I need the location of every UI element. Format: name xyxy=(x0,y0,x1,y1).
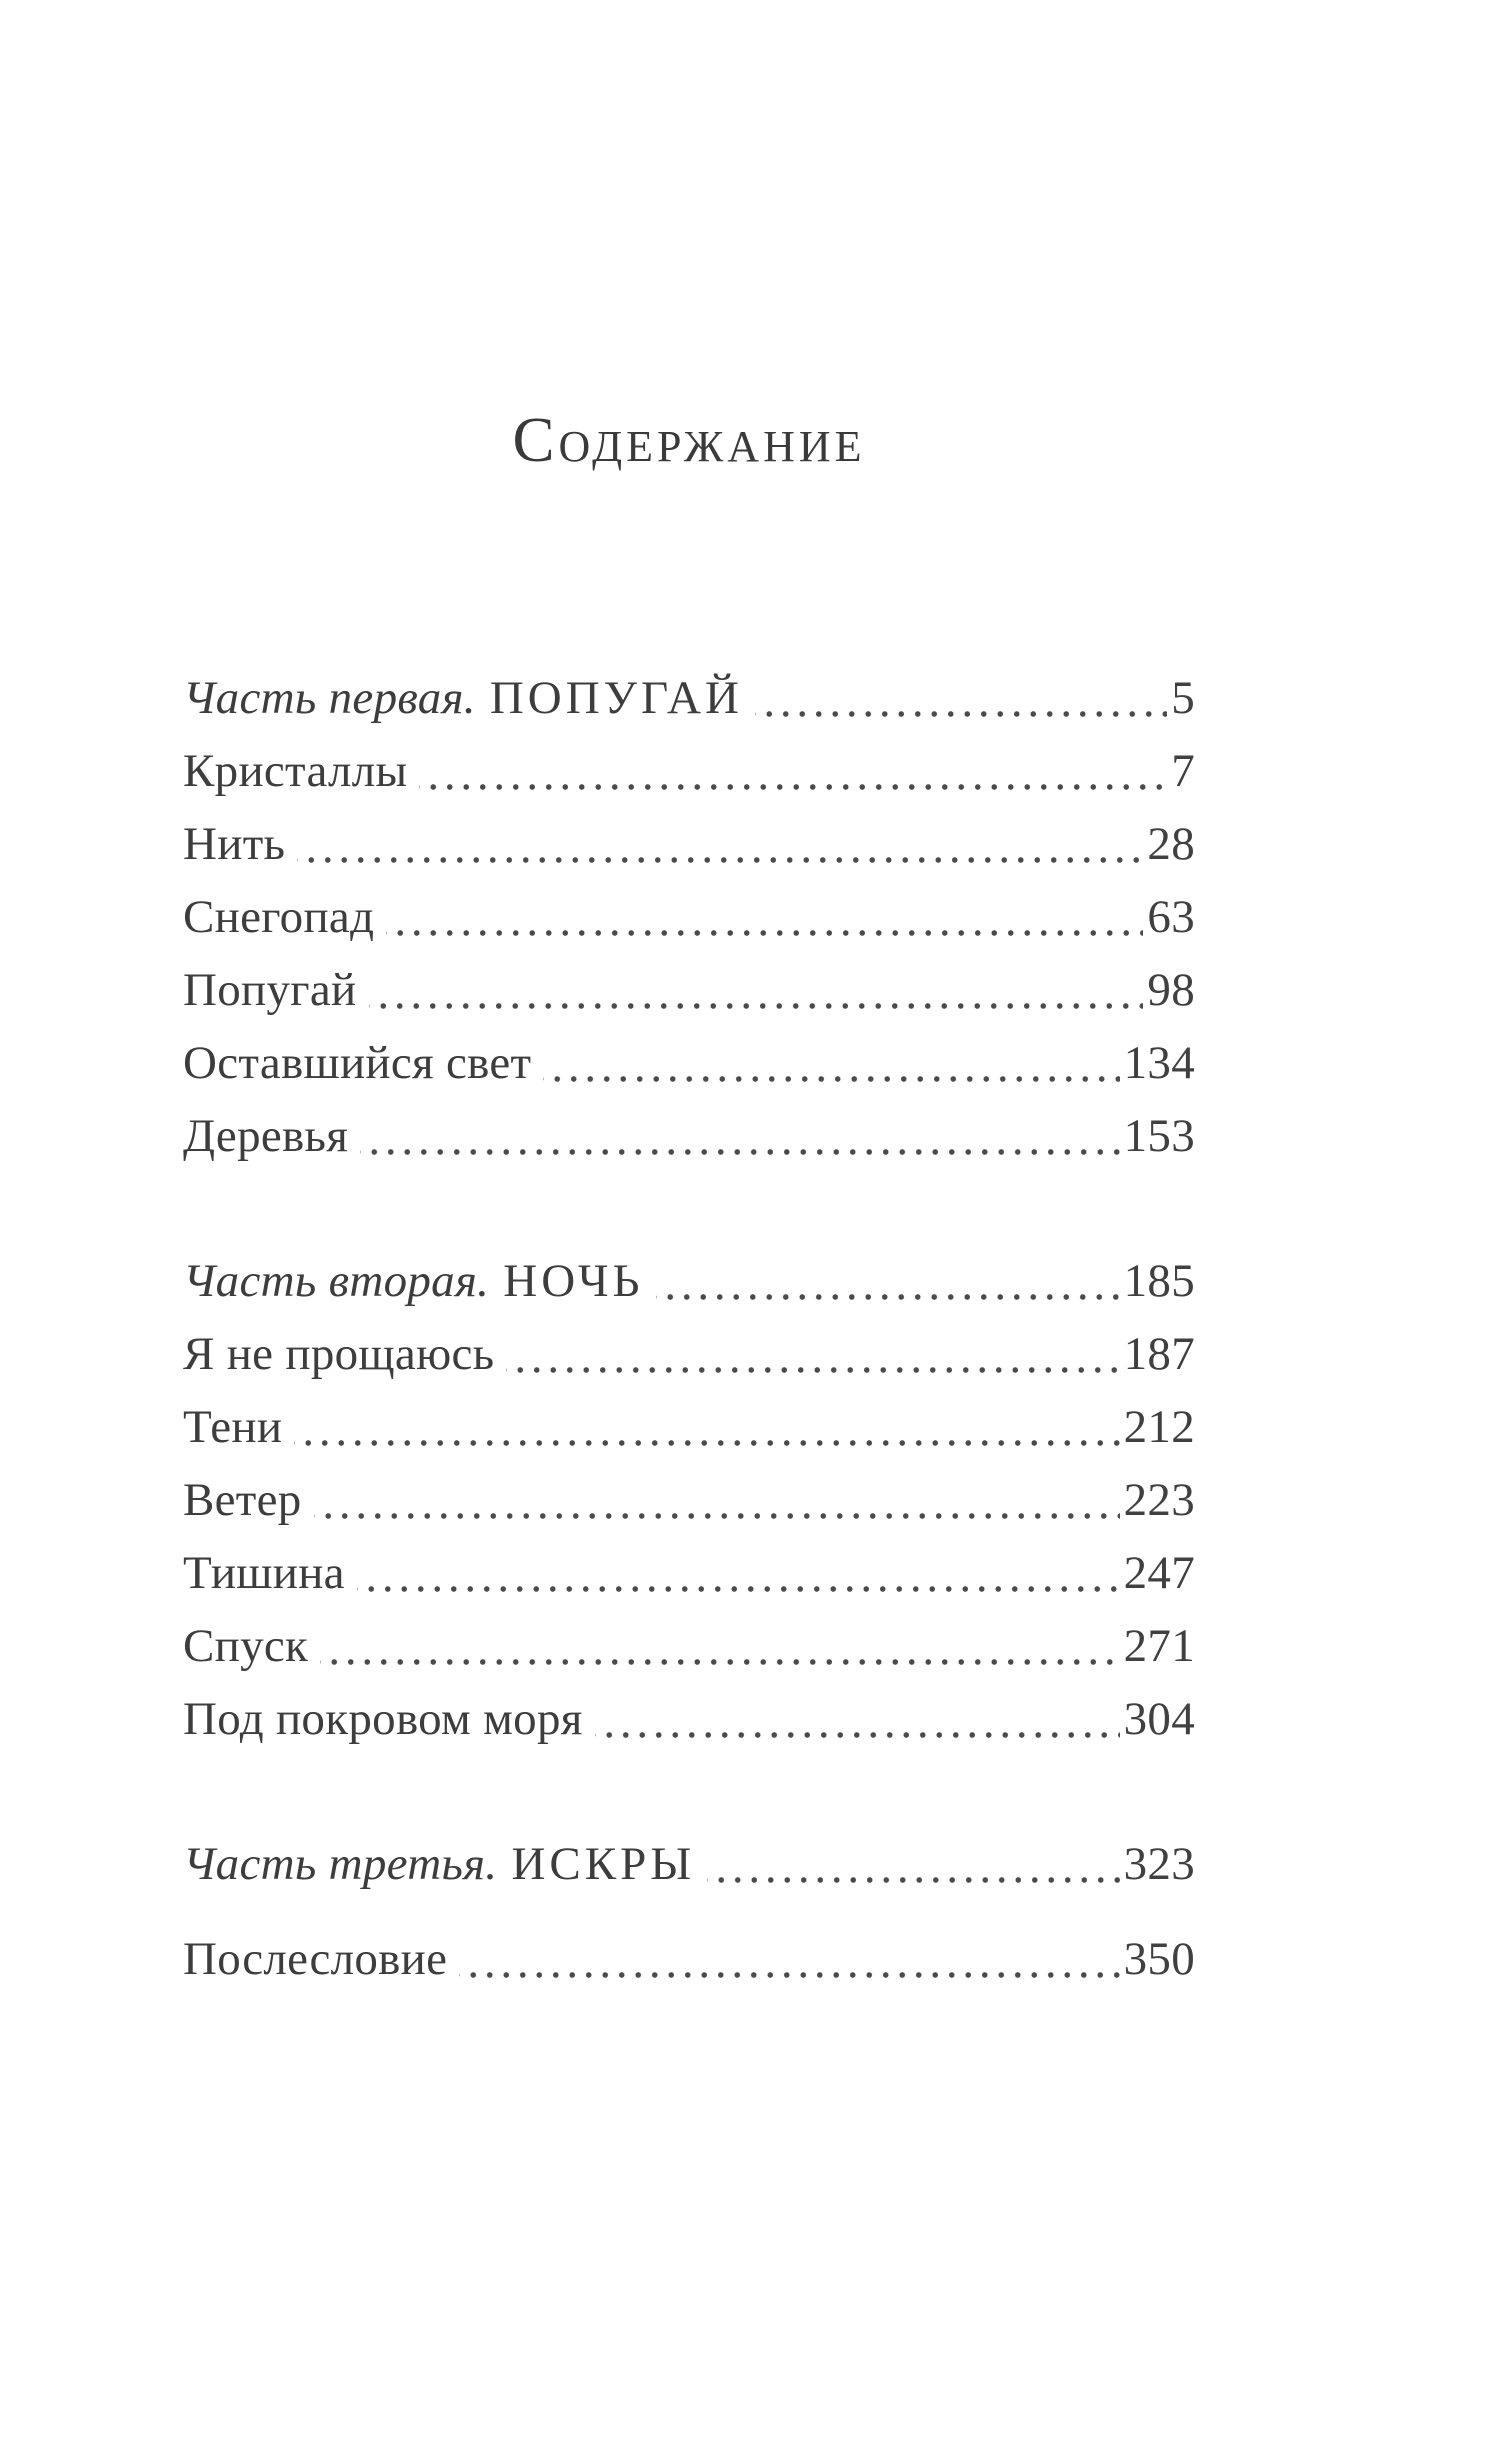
page-number: 350 xyxy=(1123,1933,1195,1985)
dot-leader xyxy=(419,735,1167,808)
chapter-title: Нить xyxy=(183,818,286,870)
chapter-title: Я не прощаюсь xyxy=(183,1328,495,1380)
part-heading-label xyxy=(183,1828,695,1901)
page-number: 323 xyxy=(1123,1838,1195,1890)
part-title-caps: ИСКРЫ xyxy=(511,1838,696,1890)
toc-entry xyxy=(183,1923,1195,1996)
chapter-title: Ветер xyxy=(183,1474,302,1526)
dot-leader xyxy=(369,954,1144,1027)
dot-leader xyxy=(294,1391,1119,1464)
part-number-italic: Часть первая. xyxy=(183,672,476,724)
chapter-title: Попугай xyxy=(183,964,357,1016)
page-number: 63 xyxy=(1147,891,1195,943)
dot-leader xyxy=(314,1464,1120,1537)
page-number: 134 xyxy=(1123,1037,1195,1089)
toc-entry xyxy=(183,1537,1195,1610)
chapter-title: Спуск xyxy=(183,1620,309,1672)
part-number-italic: Часть третья. xyxy=(183,1838,498,1890)
dot-leader xyxy=(459,1923,1119,1996)
table-of-contents xyxy=(183,662,1195,1996)
chapter-title: Снегопад xyxy=(183,891,375,943)
page-number: 223 xyxy=(1123,1474,1195,1526)
toc-entry xyxy=(183,1027,1195,1100)
page-number: 187 xyxy=(1123,1328,1195,1380)
dot-leader xyxy=(320,1610,1119,1683)
part-title-caps: НОЧЬ xyxy=(503,1255,644,1307)
part-heading-label xyxy=(183,662,743,735)
toc-entry xyxy=(183,954,1195,1027)
part-title-caps: ПОПУГАЙ xyxy=(489,672,743,724)
dot-leader xyxy=(543,1027,1119,1100)
toc-entry xyxy=(183,1318,1195,1391)
dot-leader xyxy=(707,1828,1119,1901)
dot-leader xyxy=(755,662,1167,735)
toc-entry xyxy=(183,735,1195,808)
toc-part-heading xyxy=(183,1245,1195,1318)
page-number: 212 xyxy=(1123,1401,1195,1453)
page-number: 7 xyxy=(1171,745,1195,797)
chapter-title: Деревья xyxy=(183,1110,349,1162)
page-title: Содержание xyxy=(512,405,866,475)
toc-entry xyxy=(183,1100,1195,1173)
dot-leader xyxy=(357,1537,1120,1610)
toc-part-heading xyxy=(183,1828,1195,1901)
chapter-title: Кристаллы xyxy=(183,745,408,797)
toc-entry xyxy=(183,808,1195,881)
toc-entry xyxy=(183,1464,1195,1537)
toc-part-heading xyxy=(183,662,1195,735)
chapter-title: Оставшийся свет xyxy=(183,1037,532,1089)
dot-leader xyxy=(595,1683,1120,1756)
toc-entry xyxy=(183,881,1195,954)
page-number: 28 xyxy=(1147,818,1195,870)
dot-leader xyxy=(386,881,1143,954)
toc-entry xyxy=(183,1391,1195,1464)
part-number-italic: Часть вторая. xyxy=(183,1255,490,1307)
chapter-title: Тишина xyxy=(183,1547,345,1599)
page-number: 271 xyxy=(1123,1620,1195,1672)
part-heading-label xyxy=(183,1245,644,1318)
page-number: 98 xyxy=(1147,964,1195,1016)
page-number: 185 xyxy=(1123,1255,1195,1307)
dot-leader xyxy=(506,1318,1119,1391)
toc-entry xyxy=(183,1683,1195,1756)
page-number: 5 xyxy=(1171,672,1195,724)
chapter-title: Под покровом моря xyxy=(183,1693,583,1745)
dot-leader xyxy=(656,1245,1120,1318)
page-number: 304 xyxy=(1123,1693,1195,1745)
page-number: 153 xyxy=(1123,1110,1195,1162)
toc-entry xyxy=(183,1610,1195,1683)
dot-leader xyxy=(297,808,1143,881)
chapter-title: Тени xyxy=(183,1401,283,1453)
dot-leader xyxy=(360,1100,1119,1173)
page-number: 247 xyxy=(1123,1547,1195,1599)
chapter-title: Послесловие xyxy=(183,1933,448,1985)
